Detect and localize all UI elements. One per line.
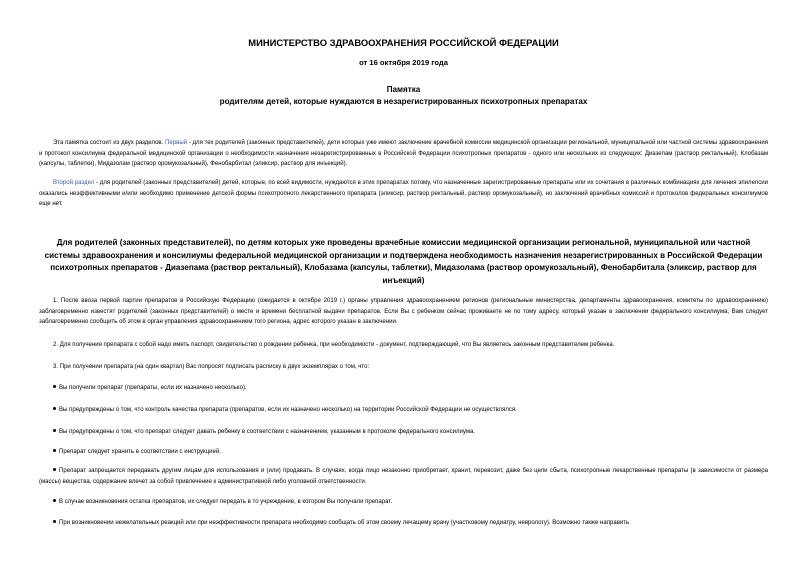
bullet-icon (53, 468, 56, 471)
bullet-item (39, 427, 782, 438)
bullet-icon (53, 449, 56, 452)
bullet-icon (53, 429, 56, 432)
intro-text: - для тех родителей (законных представителей), дети которых уже имеют заключение врачебной комиссии медицинской организации региональной, муниципальной или частной системы здравоохранения и протокол консилиума федеральной медицинской организации о необходимости назначения незарегистрированных в Российской Федерации психотропных препаратов - одного или нескольких из следующих: Диазепам (раствор ректальный), Клобазам (капсулы, таблетки), Мидазолам (раствор оромукозальный), Фенобарбитал (эликсир, раствор для инъекций). (39, 140, 768, 167)
bullet-text: Вы предупреждены о том, что контроль качества препарата (препаратов, если их назначено несколько) на территории Российской Федерации не осуществлялся. (59, 407, 517, 413)
first-section-link[interactable]: Первый (165, 140, 188, 146)
document-date: от 16 октября 2019 года (359, 58, 448, 67)
bullet-text: Препарат следует хранить в соответствии с инструкцией. (59, 449, 221, 455)
bullet-text: В случае возникновения остатка препаратов, их следует передать в то учреждение, в котором Вы получали препарат. (59, 499, 393, 505)
ministry-title: МИНИСТЕРСТВО ЗДРАВООХРАНЕНИЯ РОССИЙСКОЙ ФЕДЕРАЦИИ (248, 37, 559, 48)
list-item-1: 1. После ввоза первой партии препаратов в Российскую Федерацию (ожидается в октябре 2019 г.) органы управления здравоохранением регионов (региональные министерства, департаменты здравоохранения, комитеты по здравоохранению) заблаговременно известят родителей (законных представителей) о месте и времени бесплатной выдачи препаратов. Если Вы с ребенком сейчас проживаете не по тому адресу, который указан в заключении федерального консилиума, Вам следует заблаговременно сообщить об этом в орган управления здравоохранением того региона, адрес которого указан в заключении. (39, 298, 768, 325)
bullet-item (39, 447, 782, 458)
bullet-item (39, 466, 768, 487)
bullet-text: Вы получили препарат (препараты, если их назначено несколько). (59, 385, 247, 391)
section-heading: Для родителей (законных представителей), по детям которых уже проведены врачебные комиссии медицинской организации региональной, муниципальной или частной системы здравоохранения и консилиумы федеральной медицинской организации и подтверждена необходимость назначения незарегистрированных в Российской Федерации психотропных препаратов - Диазепама (раствор ректальный), Клобазама (капсулы, таблетки), Мидазолама (раствор оромукозальный), Фенобарбитала (эликсир, раствор для инъекций) (44, 238, 763, 286)
memo-title: Памятка (386, 85, 421, 94)
bullet-icon (53, 499, 56, 502)
intro-paragraph-1 (39, 138, 768, 170)
bullet-item (39, 405, 782, 416)
bullet-item (39, 383, 782, 394)
intro-text: Эта памятка состоит из двух разделов. (53, 140, 166, 146)
list-item-2: 2. Для получения препарата с собой надо иметь паспорт, свидетельство о рождении ребенка, при необходимости - документ, подтверждающий, что Вы являетесь законным представителем ребенка. (53, 342, 615, 348)
second-section-link[interactable]: Второй раздел (53, 180, 95, 186)
bullet-text: При возникновении нежелательных реакций или при неэффективности препарата необходимо сообщать об этом своему лечащему врачу (участковому педиатру, неврологу). Возможно также направить (59, 520, 630, 526)
bullet-item (39, 518, 768, 529)
intro-text: - для родителей (законных представителей) детей, которые, по всей видимости, нуждаются в этих препаратах потому, что назначенные зарегистрированные препараты или их сочетания в различных комбинациях для лечения эпилепсии оказались неэффективными и/или необходимо применение детской формы психотропного лекарственного препарата (эликсир, раствор ректальный, раствор оромукозальный), но заключений врачебных комиссий и протоколов федеральных консилиумов еще нет. (39, 180, 769, 207)
intro-paragraph-2 (39, 178, 768, 210)
list-item-3: 3. При получении препарата (на один квартал) Вас попросят подписать расписку в двух экземплярах о том, что: (53, 364, 370, 370)
bullet-text: Вы предупреждены о том, что препарат следует давать ребенку в соответствии с назначением, указанным в протоколе федерального консилиума. (59, 429, 476, 435)
bullet-item (39, 497, 782, 508)
bullet-icon (53, 385, 56, 388)
bullet-text: Препарат запрещается передавать другим лицам для использования и (или) продавать. В случаях, когда лицо незаконно приобретает, хранит, перевозит, даже без цели сбыта, психотропные лекарственные препараты (в зависимости от размера (массы) вещества, содержание влечет за собой привлечение к административной либо уголовной ответственности. (39, 468, 768, 485)
bullet-icon (53, 407, 56, 410)
bullet-icon (53, 520, 56, 523)
memo-subtitle: родителям детей, которые нуждаются в незарегистрированных психотропных препаратах (219, 97, 588, 106)
